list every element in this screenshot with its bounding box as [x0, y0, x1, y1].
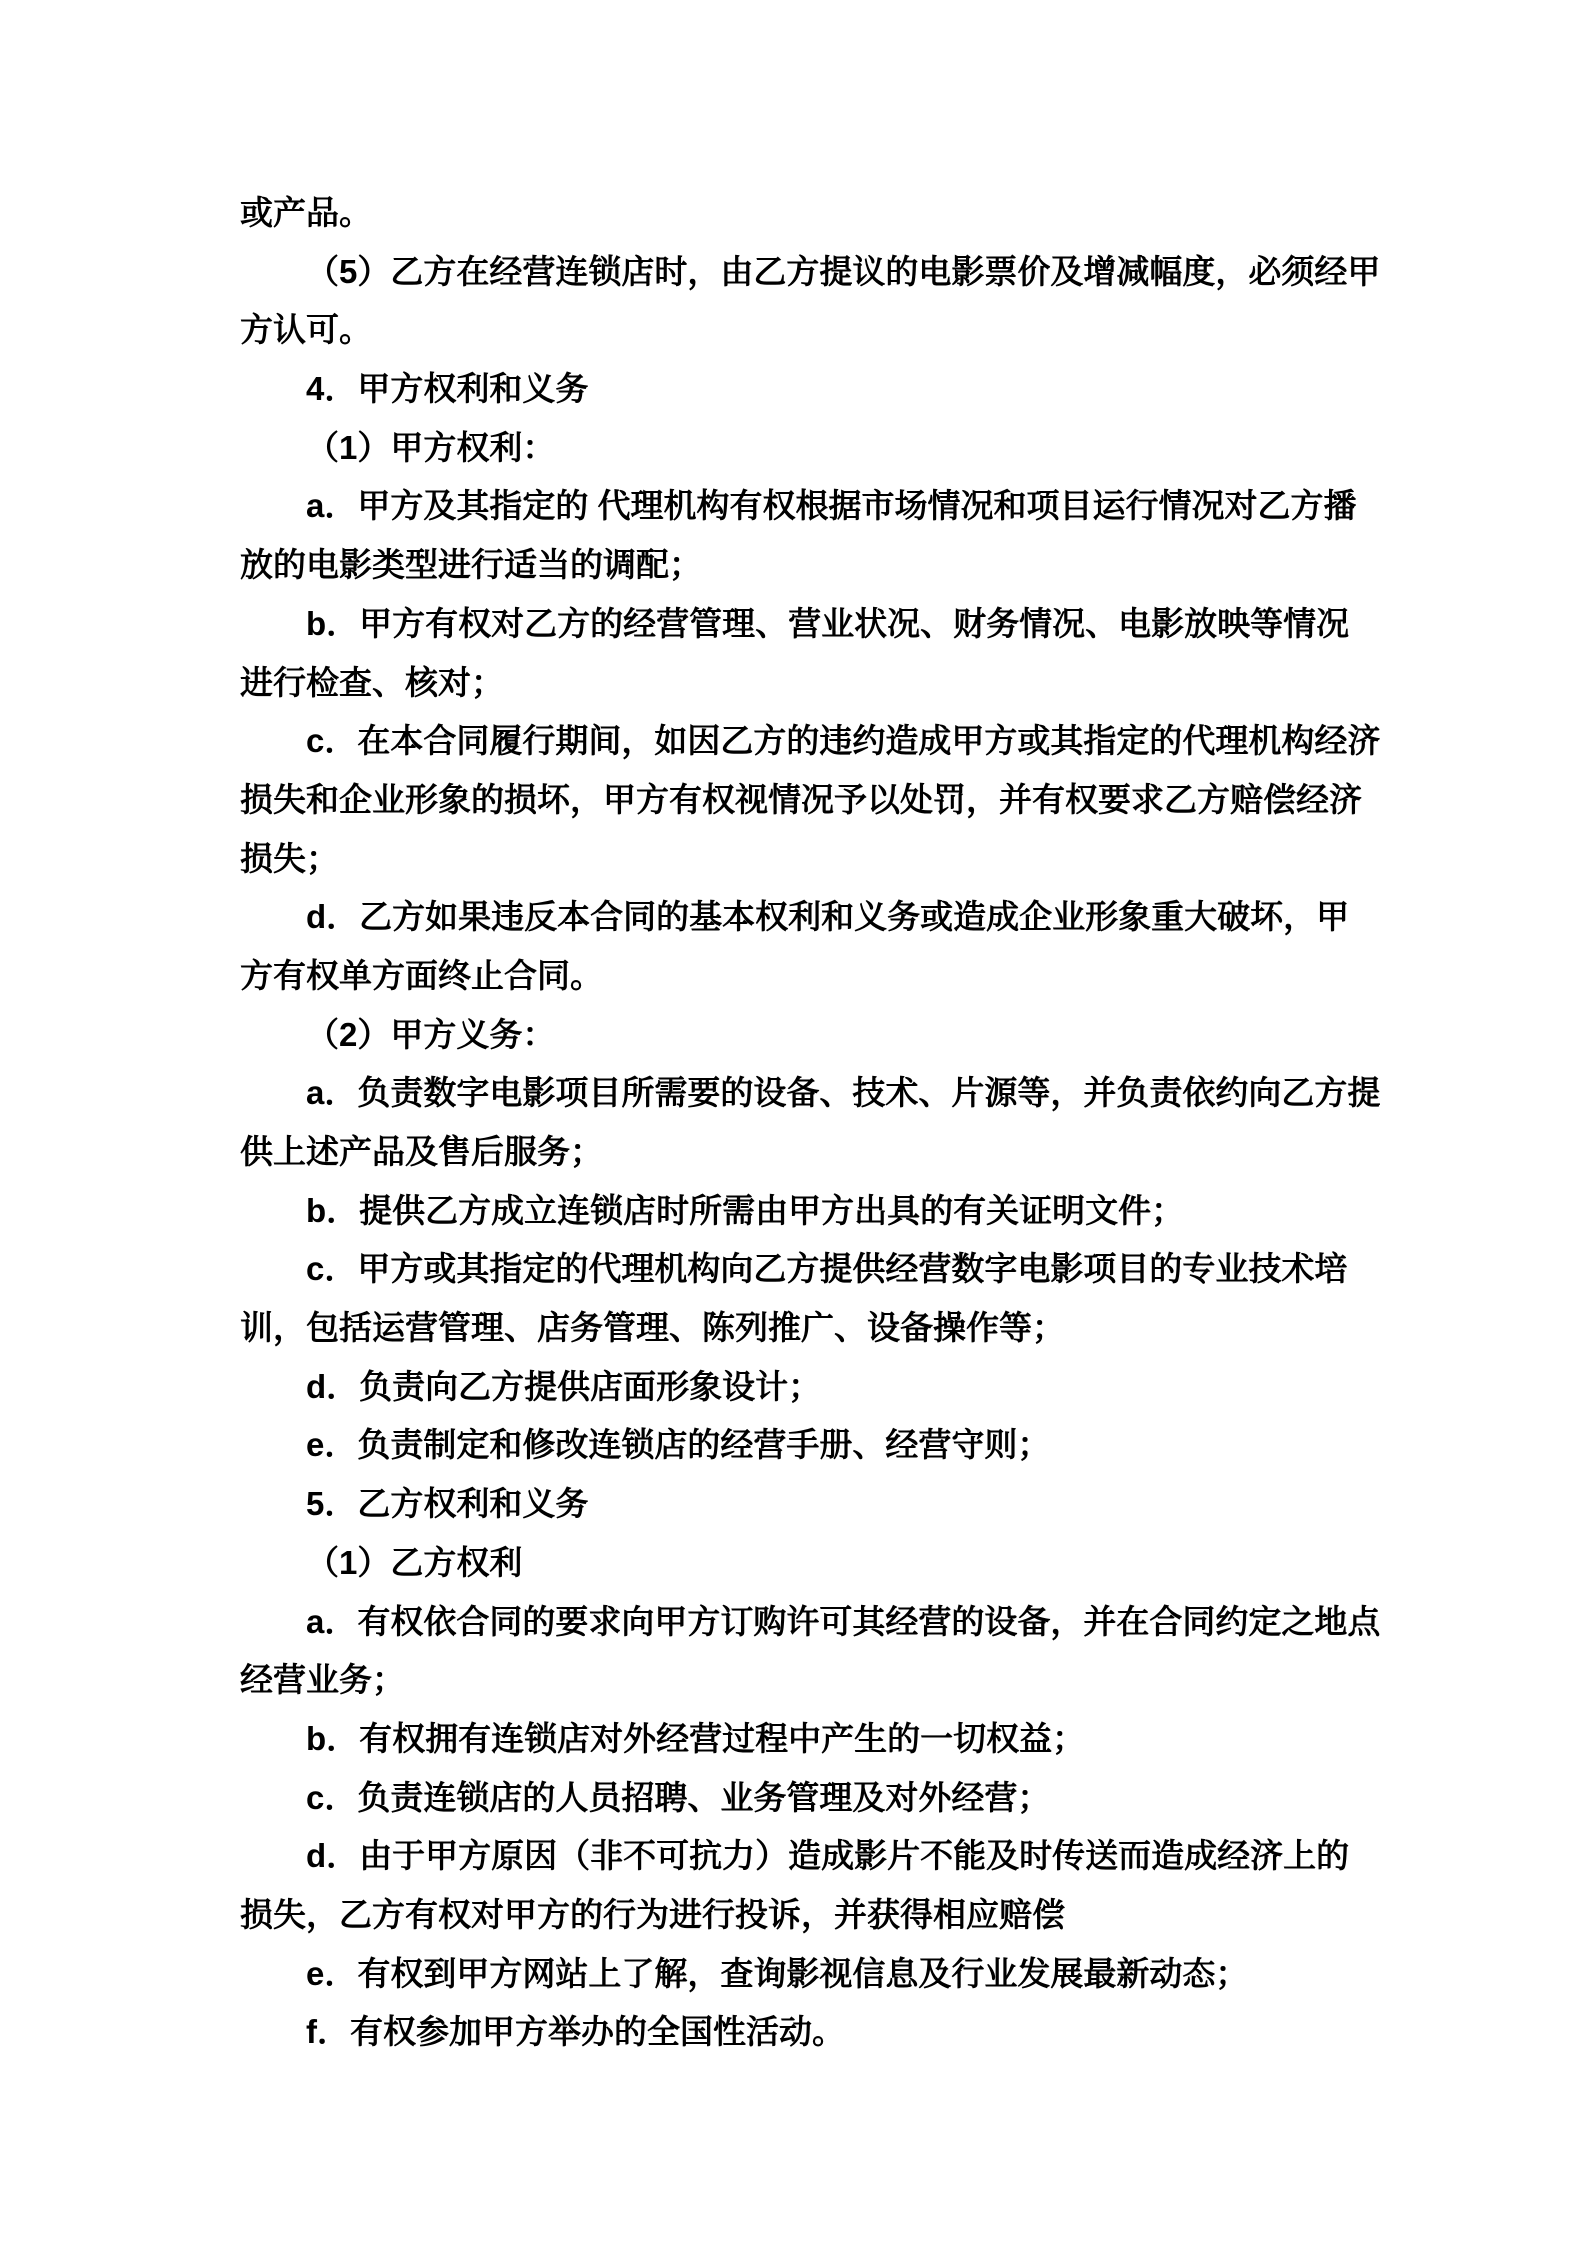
text-line: b．甲方有权对乙方的经营管理、营业状况、财务情况、电影放映等情况: [306, 604, 1350, 642]
text-line: 损失，乙方有权对甲方的行为进行投诉，并获得相应赔偿: [240, 1895, 1065, 1933]
text-line: 放的电影类型进行适当的调配；: [240, 546, 702, 584]
text-line: 损失；: [240, 839, 339, 877]
text-line: e．有权到甲方网站上了解，查询影视信息及行业发展最新动态；: [306, 1954, 1249, 1992]
text-line: 4．甲方权利和义务: [306, 370, 589, 408]
text-line: （1）乙方权利: [306, 1543, 523, 1581]
text-line: a．甲方及其指定的 代理机构有权根据市场情况和项目运行情况对乙方播: [306, 487, 1357, 525]
text-line: 经营业务；: [240, 1661, 405, 1699]
text-line: 5．乙方权利和义务: [306, 1485, 589, 1523]
text-line: c．负责连锁店的人员招聘、业务管理及对外经营；: [306, 1778, 1051, 1816]
text-line: 训，包括运营管理、店务管理、陈列推广、设备操作等；: [240, 1309, 1065, 1347]
text-line: 进行检查、核对；: [240, 663, 504, 701]
text-line: d．负责向乙方提供店面形象设计；: [306, 1367, 822, 1405]
text-line: 损失和企业形象的损坏，甲方有权视情况予以处罚，并有权要求乙方赔偿经济: [240, 780, 1362, 818]
text-line: 方有权单方面终止合同。: [240, 956, 603, 994]
text-line: c．在本合同履行期间，如因乙方的违约造成甲方或其指定的代理机构经济: [306, 722, 1381, 760]
text-line: b．提供乙方成立连锁店时所需由甲方出具的有关证明文件；: [306, 1191, 1185, 1229]
text-line: b．有权拥有连锁店对外经营过程中产生的一切权益；: [306, 1719, 1086, 1757]
text-line: d．由于甲方原因（非不可抗力）造成影片不能及时传送而造成经济上的: [306, 1837, 1350, 1875]
text-line: 或产品。: [240, 194, 372, 231]
text-line: e．负责制定和修改连锁店的经营手册、经营守则；: [306, 1426, 1051, 1464]
text-line: c．甲方或其指定的代理机构向乙方提供经营数字电影项目的专业技术培: [306, 1250, 1348, 1288]
text-line: （1）甲方权利：: [306, 428, 556, 466]
document-content: [240, 184, 1381, 2062]
text-line: 供上述产品及售后服务；: [240, 1133, 603, 1170]
text-line: a．负责数字电影项目所需要的设备、技术、片源等，并负责依约向乙方提: [306, 1074, 1381, 1112]
text-line: d．乙方如果违反本合同的基本权利和义务或造成企业形象重大破坏，甲: [306, 898, 1350, 936]
text-line: （5）乙方在经营连锁店时，由乙方提议的电影票价及增减幅度，必须经甲: [306, 252, 1381, 290]
text-line: a．有权依合同的要求向甲方订购许可其经营的设备，并在合同约定之地点: [306, 1602, 1381, 1640]
text-line: （2）甲方义务：: [306, 1015, 556, 1053]
text-line: f．有权参加甲方举办的全国性活动。: [306, 2013, 845, 2051]
text-line: 方认可。: [240, 311, 372, 349]
